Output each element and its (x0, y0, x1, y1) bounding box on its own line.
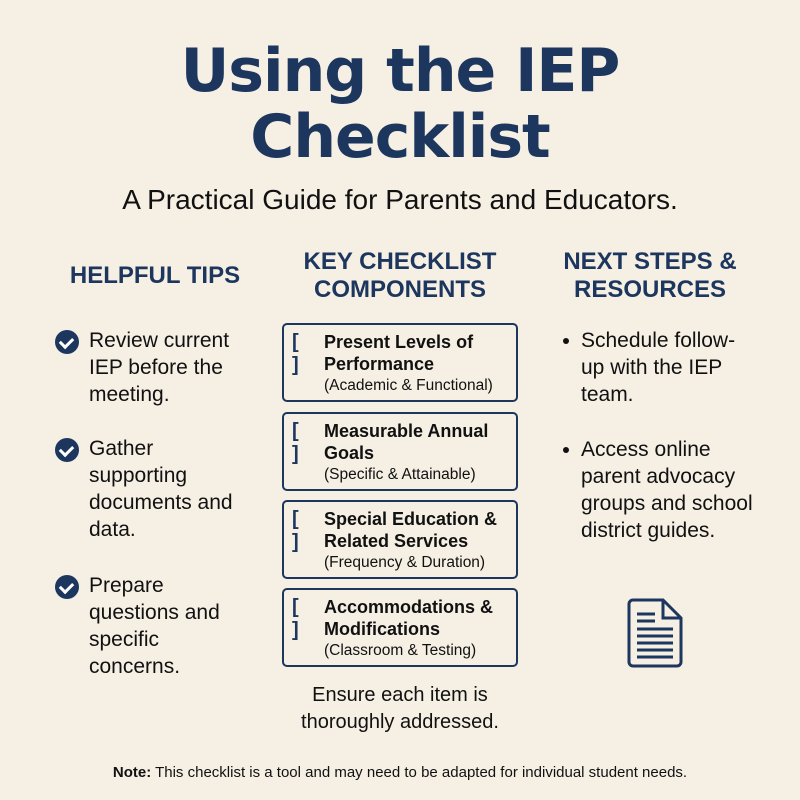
checkbox-icon: [ ] (292, 420, 301, 465)
note (0, 764, 800, 781)
components-footer: Ensure each item is thoroughly addressed. (301, 684, 499, 733)
checkbox-icon: [ ] (292, 331, 301, 376)
resource-text: Schedule follow-up with the IEP team. (581, 329, 736, 406)
item-sub: (Academic & Functional) (324, 377, 493, 394)
item-sub: (Frequency & Duration) (324, 554, 486, 571)
tip-text: Review current IEP before the meeting. (89, 329, 230, 406)
bullet-icon (563, 338, 569, 344)
item-title: Measurable Annual Goals (324, 421, 489, 463)
tip-text: Prepare questions and specific concerns. (89, 574, 220, 678)
check-circle-icon (55, 438, 79, 462)
note-text: This checklist is a tool and may need to be adapted for individual student needs. (151, 764, 688, 781)
note-label: Note: (112, 764, 152, 781)
check-circle-icon (55, 575, 79, 599)
checklist-item (282, 412, 518, 491)
tip-item (55, 572, 255, 680)
resource-item (563, 327, 763, 408)
tip-text: Gather supporting documents and data. (89, 437, 233, 541)
item-sub: (Classroom & Testing) (324, 642, 477, 659)
checklist-item (282, 588, 518, 667)
document-icon (627, 598, 683, 668)
check-circle-icon (55, 330, 79, 354)
resources-heading: NEXT STEPS & RESOURCES (563, 248, 737, 303)
tips-heading: HELPFUL TIPS (69, 262, 241, 289)
tip-item (55, 327, 255, 408)
tip-item (55, 435, 255, 543)
resource-text: Access online parent advocacy groups and school district guides. (581, 438, 753, 542)
page-title: Using the IEP Checklist (180, 36, 620, 172)
components-heading: KEY CHECKLIST COMPONENTS (303, 248, 497, 303)
subtitle: A Practical Guide for Parents and Educators. (122, 184, 678, 215)
item-title: Accommodations & Modifications (324, 597, 494, 639)
resource-item (563, 436, 763, 544)
item-title: Present Levels of Performance (324, 332, 474, 374)
checklist-item (282, 323, 518, 402)
item-sub: (Specific & Attainable) (324, 466, 476, 483)
checklist-item (282, 500, 518, 579)
checkbox-icon: [ ] (292, 508, 301, 553)
bullet-icon (563, 447, 569, 453)
item-title: Special Education & Related Services (324, 509, 498, 551)
checkbox-icon: [ ] (292, 596, 301, 641)
